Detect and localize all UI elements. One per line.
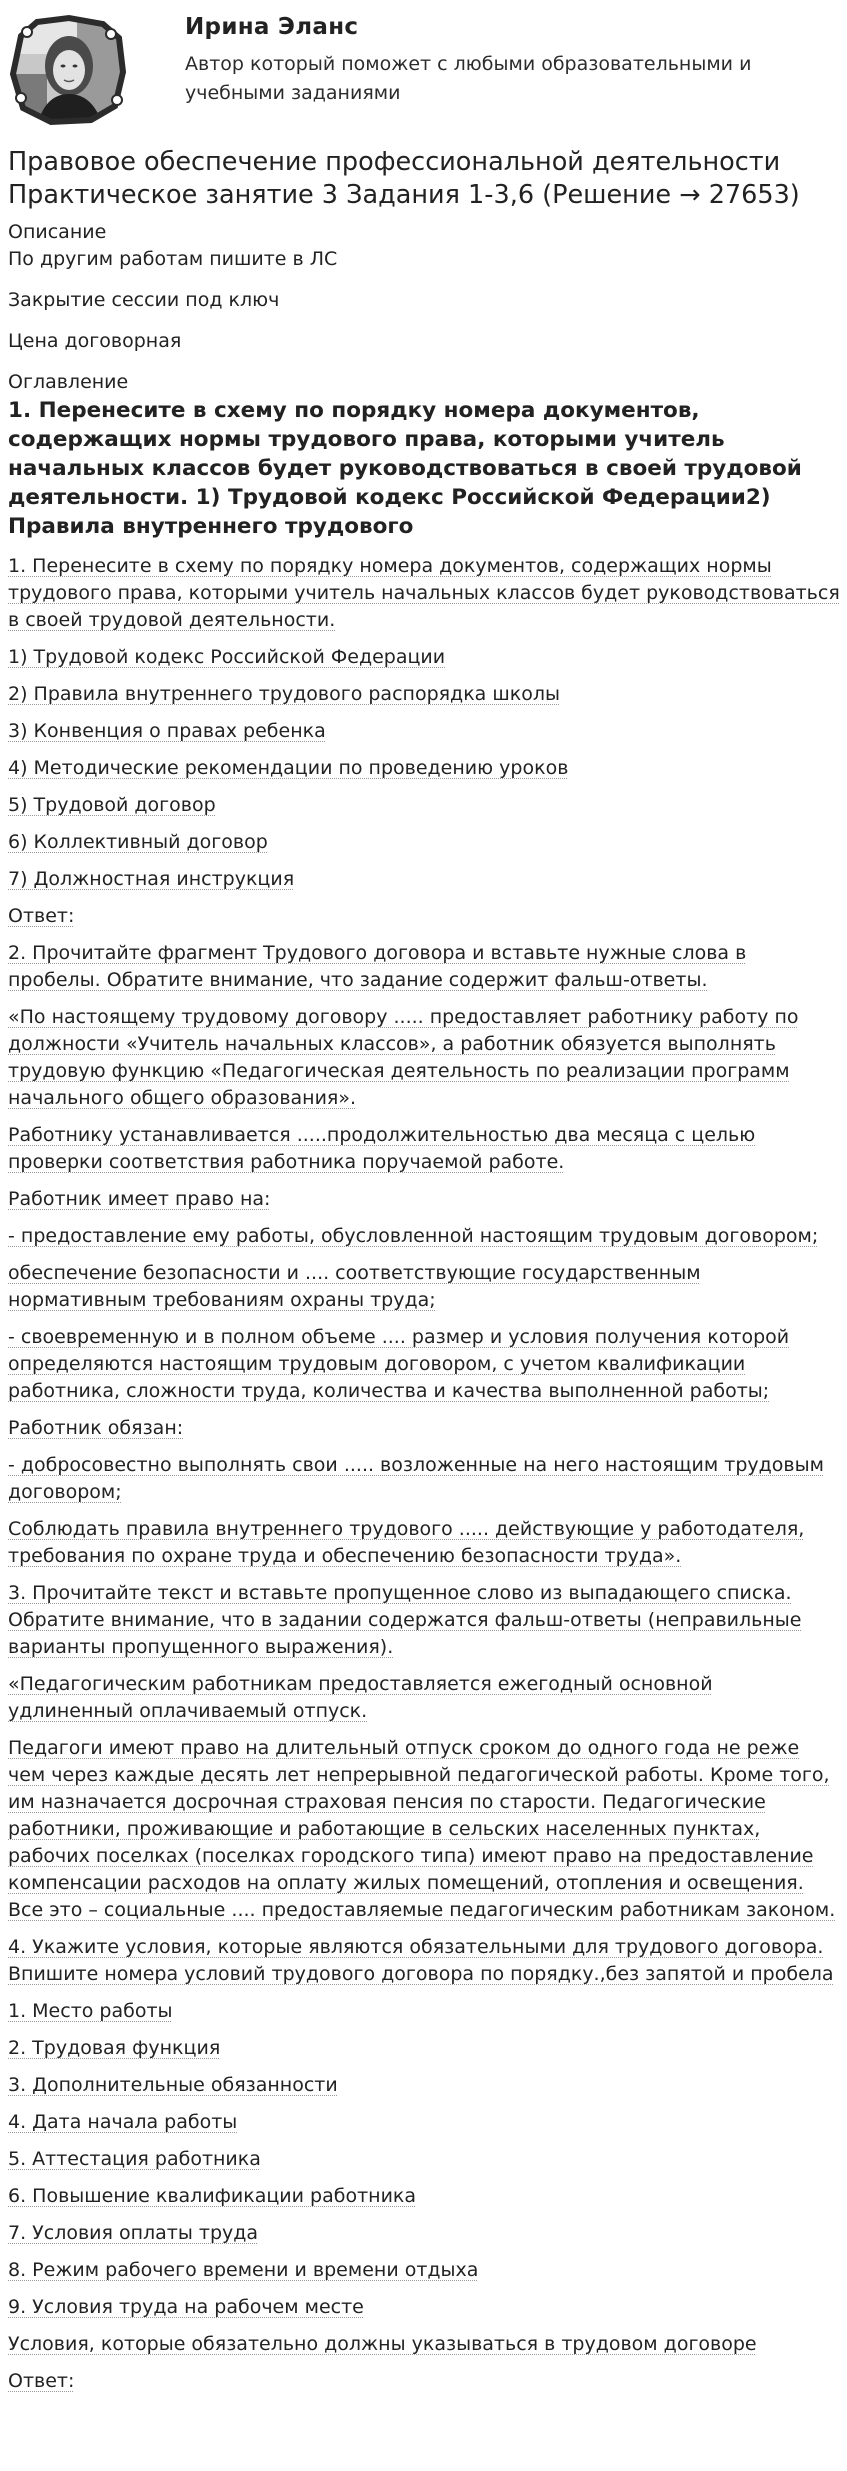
task-paragraph: 4. Укажите условия, которые являются обязательными для трудового договора. Впишите номера условий трудового договора по порядку.,без запятой и пробела [8, 1936, 834, 1985]
task-paragraph: Работник имеет право на: [8, 1188, 271, 1210]
list-item: 7) Должностная инструкция [8, 868, 295, 890]
page-title: Правовое обеспечение профессиональной деятельности Практическое занятие 3 Задания 1-3,6 (Решение → 27653) [8, 147, 800, 210]
task-paragraph: Соблюдать правила внутреннего трудового ..... действующие у работодателя, требования по охране труда и обеспечению безопасности труда». [8, 1518, 805, 1567]
task-paragraph: 3. Прочитайте текст и вставьте пропущенное слово из выпадающего списка. Обратите внимание, что в задании содержатся фальш-ответы (неправильные варианты пропущенного выражения). [8, 1582, 802, 1658]
description-label: Описание [8, 221, 107, 243]
toc-heading: 1. Перенесите в схему по порядку номера документов, содержащих нормы трудового права, которыми учитель начальных классов будет руководствоваться в своей трудовой деятельности. 1) Трудовой кодекс Российской Федерации2) Правила внутреннего трудового [8, 398, 802, 539]
task-paragraph: Условия, которые обязательно должны указываться в трудовом договоре [8, 2333, 757, 2355]
list-item: 4) Методические рекомендации по проведению уроков [8, 757, 569, 779]
list-item: 2) Правила внутреннего трудового распорядка школы [8, 683, 560, 705]
answer-label: Ответ: [8, 905, 75, 927]
description-line: По другим работам пишите в ЛС [8, 248, 338, 270]
list-item: 8. Режим рабочего времени и времени отдыха [8, 2259, 479, 2281]
avatar-image [7, 14, 127, 126]
list-item: 5) Трудовой договор [8, 794, 216, 816]
list-item: 3. Дополнительные обязанности [8, 2074, 338, 2096]
task-paragraph: Работник обязан: [8, 1417, 184, 1439]
author-name[interactable]: Ирина Эланс [185, 14, 359, 40]
task-paragraph: - предоставление ему работы, обусловленной настоящим трудовым договором; [8, 1225, 819, 1247]
author-card [0, 0, 847, 135]
task-paragraph: «По настоящему трудовому договору ..... предоставляет работнику работу по должности «Учитель начальных классов», а работник обязуется выполнять трудовую функцию «Педагогическая деятельность по реализации программ начального общего образования». [8, 1006, 799, 1109]
list-item: 1) Трудовой кодекс Российской Федерации [8, 646, 446, 668]
document-content [8, 146, 840, 2405]
task-paragraph: обеспечение безопасности и .... соответствующие государственным нормативным требованиям охраны труда; [8, 1262, 701, 1311]
answer-label: Ответ: [8, 2370, 75, 2392]
task-paragraph: 1. Перенесите в схему по порядку номера документов, содержащих нормы трудового права, которыми учитель начальных классов будет руководствоваться в своей трудовой деятельности. [8, 555, 840, 631]
toc-label: Оглавление [8, 371, 129, 393]
task-paragraph: - добросовестно выполнять свои ..... возложенные на него настоящим трудовым договором; [8, 1454, 824, 1503]
task-paragraph: 2. Прочитайте фрагмент Трудового договора и вставьте нужные слова в пробелы. Обратите внимание, что задание содержит фальш-ответы. [8, 942, 747, 991]
list-item: 3) Конвенция о правах ребенка [8, 720, 326, 742]
list-item: 1. Место работы [8, 2000, 173, 2022]
list-item: 2. Трудовая функция [8, 2037, 221, 2059]
list-item: 6. Повышение квалификации работника [8, 2185, 417, 2207]
author-avatar[interactable] [7, 14, 127, 126]
list-item: 4. Дата начала работы [8, 2111, 238, 2133]
list-item: 6) Коллективный договор [8, 831, 268, 853]
author-description: Автор который поможет с любыми образовательными и учебными заданиями [185, 53, 752, 104]
document-body [8, 553, 840, 2395]
description-line: Цена договорная [8, 330, 182, 352]
description-line: Закрытие сессии под ключ [8, 289, 280, 311]
list-item: 5. Аттестация работника [8, 2148, 261, 2170]
task-paragraph: «Педагогическим работникам предоставляется ежегодный основной удлиненный оплачиваемый отпуск. [8, 1673, 713, 1722]
list-item: 9. Условия труда на рабочем месте [8, 2296, 364, 2318]
task-paragraph: Работнику устанавливается .....продолжительностью два месяца с целью проверки соответствия работника поручаемой работе. [8, 1124, 756, 1173]
task-paragraph: Педагоги имеют право на длительный отпуск сроком до одного года не реже чем через каждые десять лет непрерывной педагогической работы. Кроме того, им назначается досрочная страховая пенсия по старости. Педагогические работники, проживающие и работающие в сельских населенных пунктах, рабочих поселках (поселках городского типа) имеют право на предоставление компенсации расходов на оплату жилых помещений, отопления и освещения. Все это – социальные .... предоставляемые педагогическим работникам законом. [8, 1737, 836, 1921]
list-item: 7. Условия оплаты труда [8, 2222, 259, 2244]
task-paragraph: - своевременную и в полном объеме .... размер и условия получения которой определяются настоящим трудовым договором, с учетом квалификации работника, сложности труда, количества и качества выполненной работы; [8, 1326, 790, 1402]
